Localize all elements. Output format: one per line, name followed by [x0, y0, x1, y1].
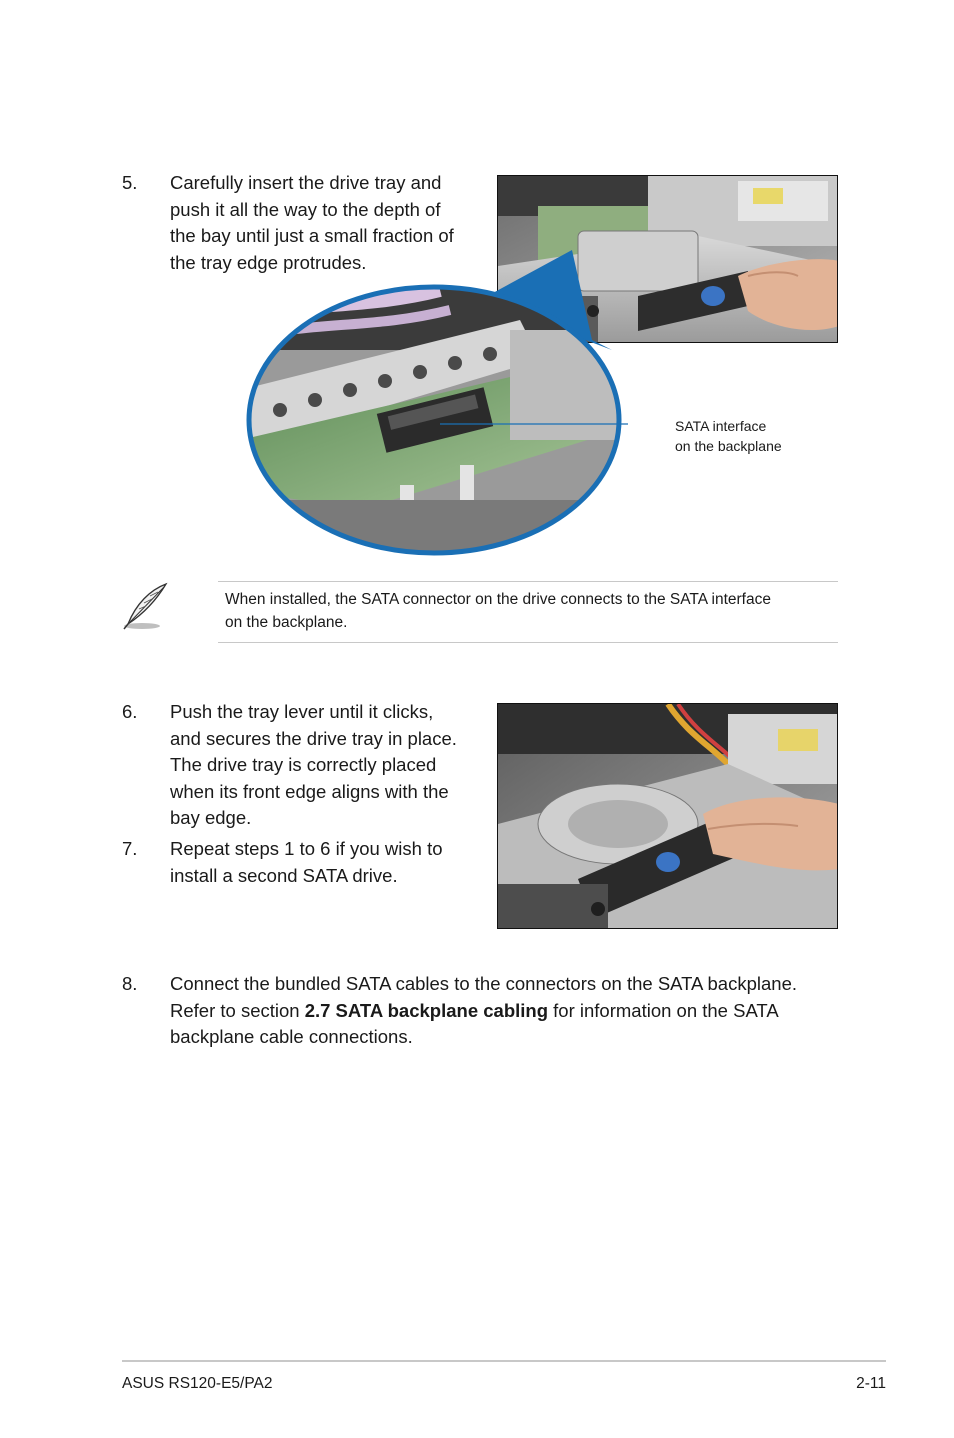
step-number: 8.	[122, 973, 138, 994]
step-text: Repeat steps 1 to 6 if you wish to install a second SATA drive.	[170, 838, 443, 886]
step-number: 7.	[122, 838, 138, 859]
step-number: 6.	[122, 701, 138, 722]
tray-lever-photo	[497, 703, 838, 929]
note-icon	[120, 582, 172, 632]
step-8	[122, 971, 862, 1053]
footer-page-number: 2-11	[856, 1375, 886, 1392]
step-7	[122, 836, 482, 891]
server-tray-illustration	[498, 704, 838, 929]
footer-product-name: ASUS RS120-E5/PA2	[122, 1375, 273, 1392]
step-6	[122, 699, 482, 834]
magnified-callout	[240, 240, 840, 560]
step-text: Push the tray lever until it clicks, and secures the drive tray in place. The drive tray is correctly placed when its front edge aligns with the bay edge.	[170, 701, 457, 828]
feather-pen-icon	[120, 582, 172, 632]
note-text: When installed, the SATA connector on the drive connects to the SATA interface on the backplane.	[225, 591, 771, 631]
note-bottom-rule	[218, 642, 838, 643]
section-reference-link[interactable]: 2.7 SATA backplane cabling	[304, 999, 549, 1021]
callout-label: SATA interface on the backplane	[675, 418, 782, 454]
footer-rule	[122, 1360, 886, 1362]
step-text: Connect the bundled SATA cables to the connectors on the SATA backplane. Refer to section 2.7 SATA backplane cabling for information on the SATA backplane cable connections.	[170, 971, 870, 1051]
step-number: 5.	[122, 172, 138, 193]
step-8-line-2: Refer to section 2.7 SATA backplane cabling for information on the SATA	[170, 999, 779, 1021]
step-text: Carefully insert the drive tray and push it all the way to the depth of the bay until just a small fraction of the tray edge protrudes.	[170, 172, 454, 273]
note-top-rule	[218, 581, 838, 582]
